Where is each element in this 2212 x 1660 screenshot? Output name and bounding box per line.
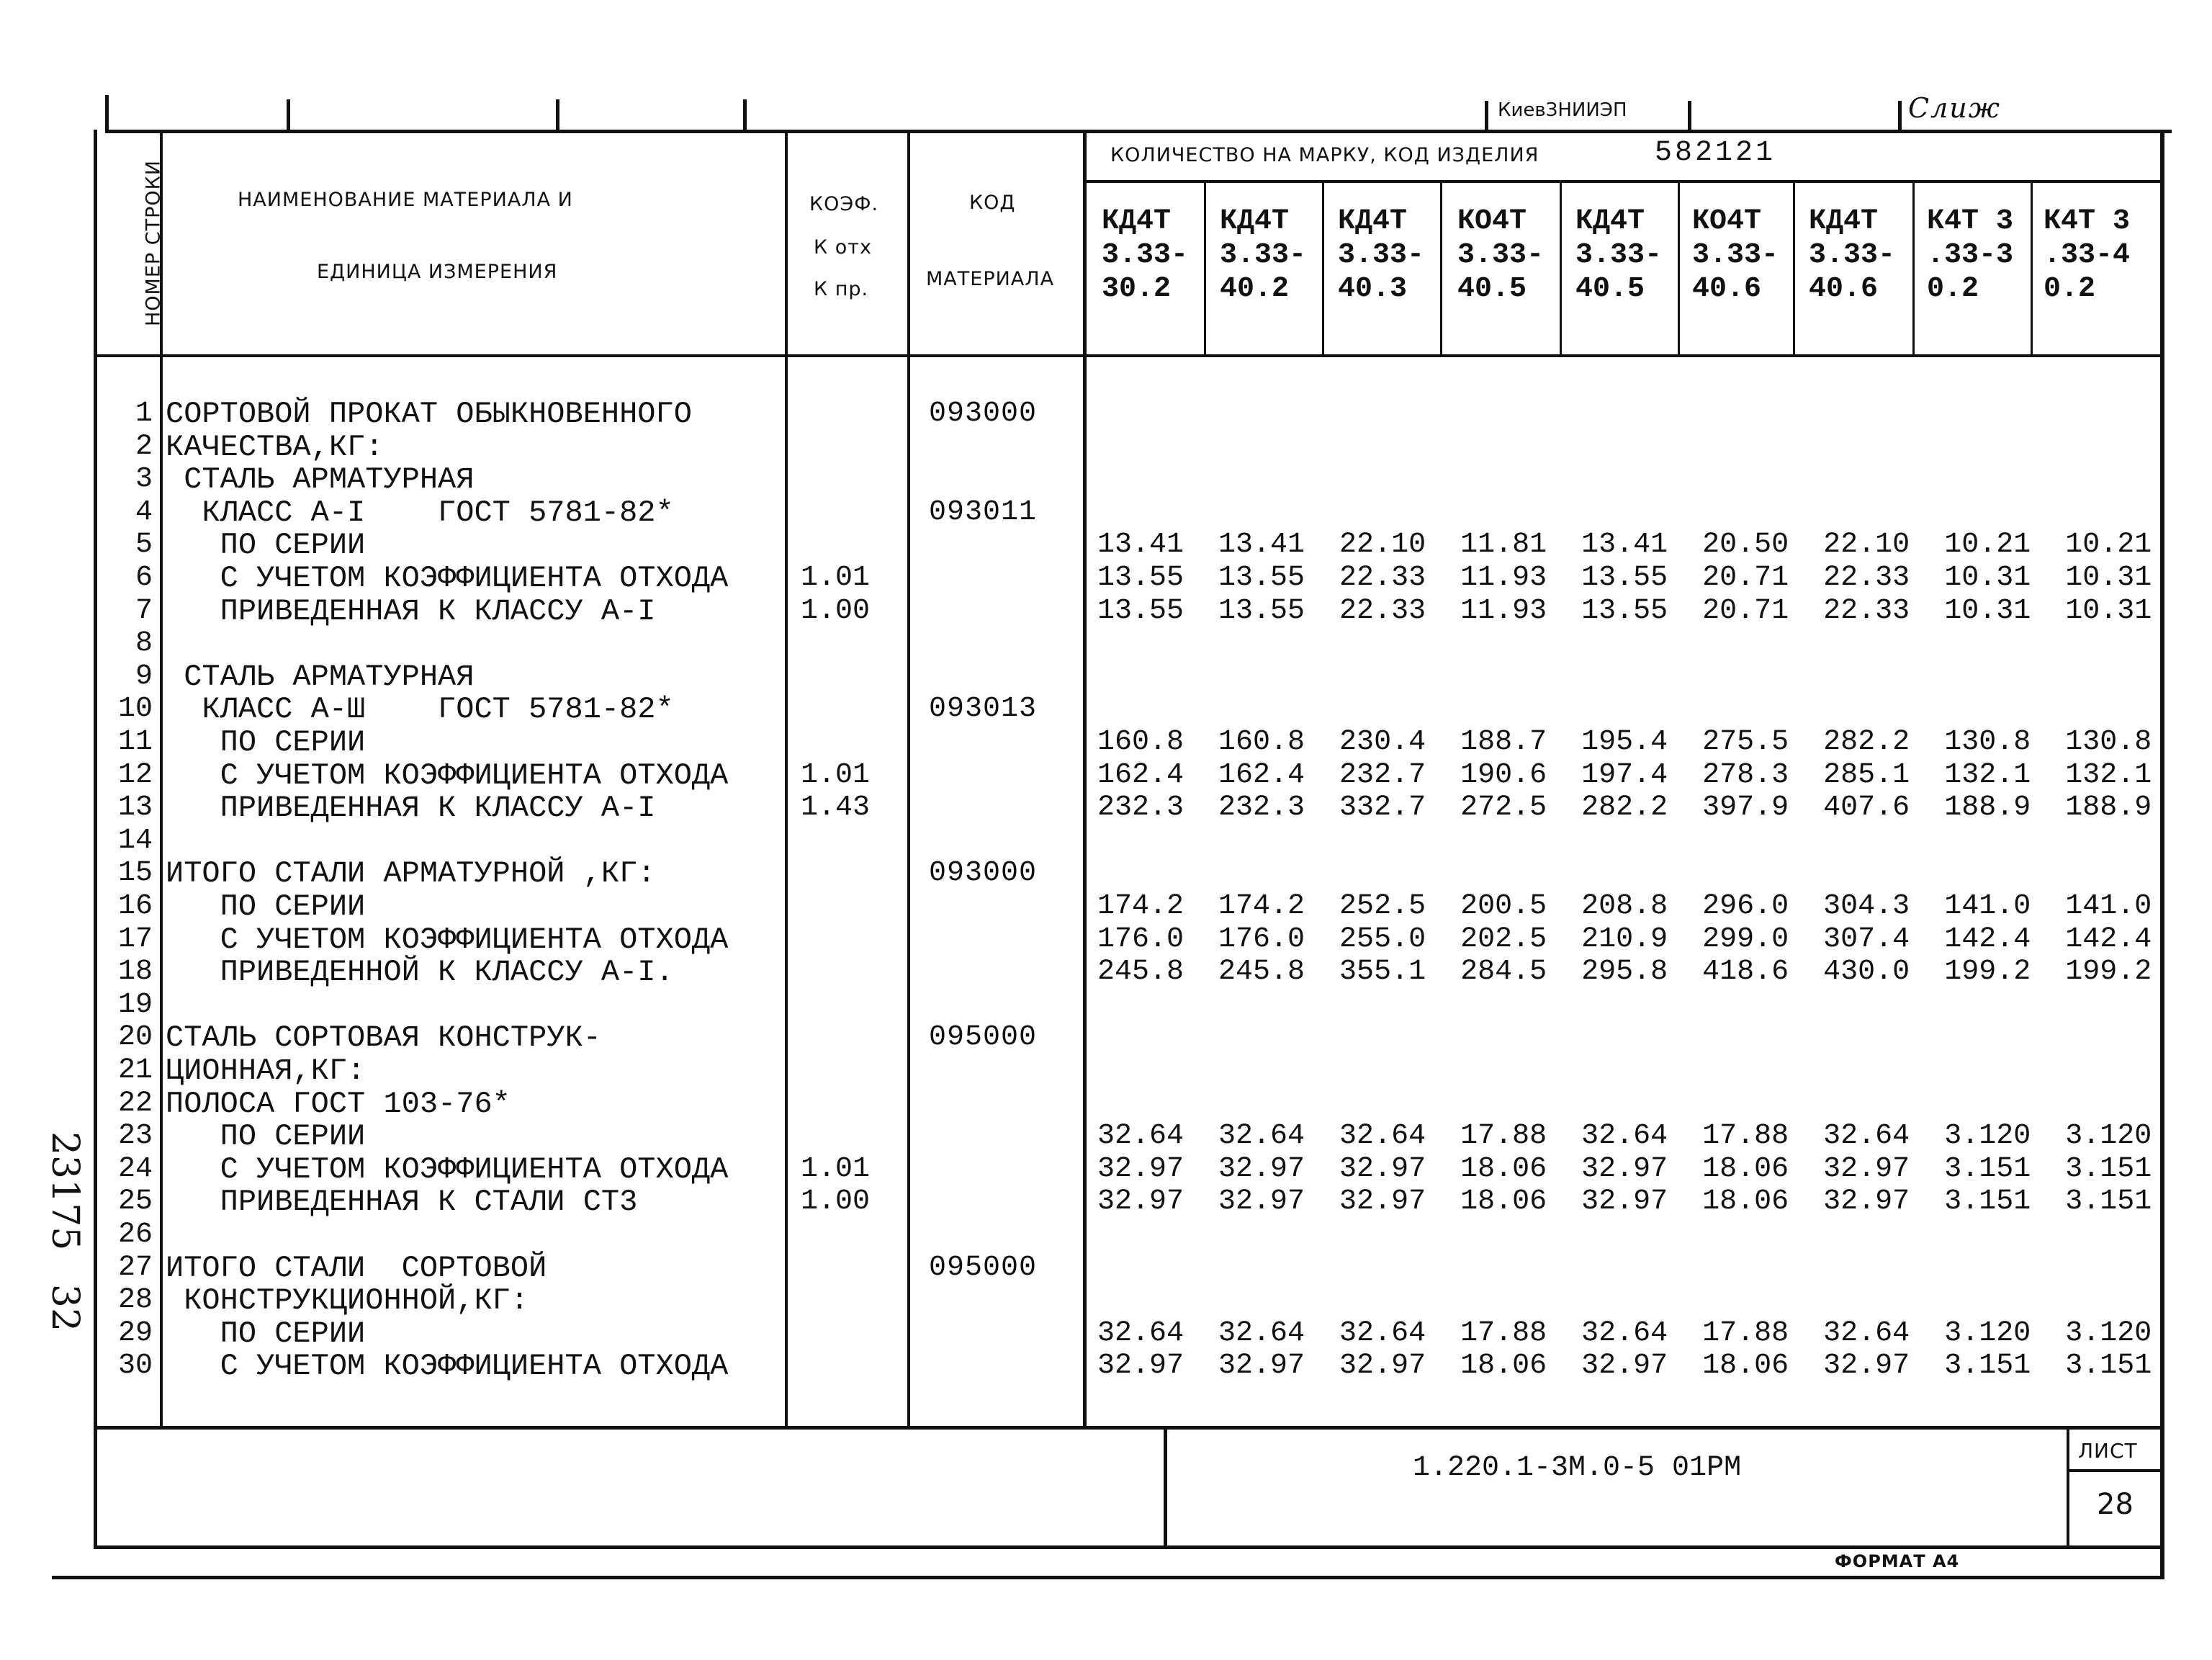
product-col-divider xyxy=(1204,181,1206,356)
material-name: ПРИВЕДЕННАЯ К СТАЛИ СТ3 xyxy=(166,1185,638,1219)
material-name: КЛАСС А-I ГОСТ 5781-82* xyxy=(166,495,674,530)
quantity-values: 32.64 32.64 32.64 17.88 32.64 17.88 32.64 3.120 3.120 xyxy=(1097,1317,2152,1350)
row-number: 6 xyxy=(135,562,153,594)
side-note-suffix: 32 xyxy=(43,1283,86,1332)
product-col-divider xyxy=(1678,181,1680,356)
format-label: ФОРМАТ А4 xyxy=(1835,1551,1960,1571)
row-number: 8 xyxy=(135,627,153,660)
row-number: 30 xyxy=(117,1350,153,1382)
row-number: 22 xyxy=(117,1087,153,1120)
coef-header-line3: К пр. xyxy=(814,278,869,300)
material-name: С УЧЕТОМ КОЭФФИЦИЕНТА ОТХОДА xyxy=(166,758,729,793)
row-number: 1 xyxy=(135,398,153,430)
material-name: СОРТОВОЙ ПРОКАТ ОБЫКНОВЕННОГО xyxy=(166,397,692,431)
col-divider-name xyxy=(785,130,788,1427)
product-column-header: КО4Т 3.33- 40.5 xyxy=(1457,205,1545,305)
material-code: 093013 xyxy=(929,693,1038,725)
product-column-header: КД4Т 3.33- 40.5 xyxy=(1575,205,1663,305)
stamp-tick xyxy=(1898,101,1902,131)
stamp-organization: КиевЗНИИЭП xyxy=(1498,99,1627,121)
material-name: С УЧЕТОМ КОЭФФИЦИЕНТА ОТХОДА xyxy=(166,923,729,957)
footer-divider xyxy=(1164,1427,1167,1547)
quantity-values: 32.97 32.97 32.97 18.06 32.97 18.06 32.97 3.151 3.151 xyxy=(1097,1350,2152,1382)
table-bottom-line xyxy=(94,1426,2164,1430)
coefficient: 1.01 xyxy=(801,759,871,791)
product-col-divider xyxy=(1560,181,1562,356)
material-name: ЦИОННАЯ,КГ: xyxy=(166,1054,366,1088)
quantity-values: 160.8 160.8 230.4 188.7 195.4 275.5 282.2 130.8 130.8 xyxy=(1097,726,2152,758)
row-number: 11 xyxy=(117,726,153,758)
code-header-line2: МАТЕРИАЛА xyxy=(926,268,1055,290)
side-note xyxy=(43,1123,86,1340)
material-code: 093000 xyxy=(929,857,1038,889)
product-column-header: КД4Т 3.33- 40.2 xyxy=(1220,205,1307,305)
stamp-tick xyxy=(105,95,109,133)
coefficient: 1.00 xyxy=(801,1185,871,1218)
material-name: СТАЛЬ АРМАТУРНАЯ xyxy=(166,462,475,497)
material-name: ПРИВЕДЕННОЙ К КЛАССУ А-I. xyxy=(166,955,674,990)
quantity-values: 32.97 32.97 32.97 18.06 32.97 18.06 32.97 3.151 3.151 xyxy=(1097,1153,2152,1185)
material-name: ПОЛОСА ГОСТ 103-76* xyxy=(166,1087,511,1121)
material-code: 093011 xyxy=(929,496,1038,529)
row-number: 5 xyxy=(135,529,153,561)
product-column-header: К4Т 3 .33-4 0.2 xyxy=(2044,205,2131,305)
material-name: С УЧЕТОМ КОЭФФИЦИЕНТА ОТХОДА xyxy=(166,1349,729,1383)
material-name: С УЧЕТОМ КОЭФФИЦИЕНТА ОТХОДА xyxy=(166,1152,729,1187)
product-column-header: К4Т 3 .33-3 0.2 xyxy=(1927,205,2014,305)
material-name: ИТОГО СТАЛИ СОРТОВОЙ xyxy=(166,1251,547,1286)
coefficient: 1.00 xyxy=(801,595,871,627)
quantity-values: 13.41 13.41 22.10 11.81 13.41 20.50 22.10 10.21 10.21 xyxy=(1097,529,2152,561)
frame-left xyxy=(94,130,97,1548)
row-number: 15 xyxy=(117,857,153,889)
material-name: ПО СЕРИИ xyxy=(166,1119,366,1154)
row-number: 21 xyxy=(117,1054,153,1087)
material-name-header-line1: НАИМЕНОВАНИЕ МАТЕРИАЛА И xyxy=(238,189,573,211)
material-name: ПО СЕРИИ xyxy=(166,889,366,924)
side-note-number: 23175 xyxy=(43,1131,86,1251)
row-number: 2 xyxy=(135,431,153,463)
row-number: 17 xyxy=(117,923,153,956)
material-name: ПО СЕРИИ xyxy=(166,528,366,562)
col-divider-code xyxy=(1083,130,1087,1427)
product-col-divider xyxy=(1322,181,1324,356)
material-name: КАЧЕСТВА,КГ: xyxy=(166,430,384,465)
product-col-divider xyxy=(1440,181,1442,356)
col-divider-coef xyxy=(907,130,910,1427)
row-number: 24 xyxy=(117,1153,153,1185)
row-number-header: НОМЕР СТРОКИ xyxy=(142,159,165,327)
row-number: 19 xyxy=(117,989,153,1021)
row-number: 3 xyxy=(135,463,153,495)
row-number: 20 xyxy=(117,1021,153,1054)
material-code: 095000 xyxy=(929,1252,1038,1284)
product-column-header: КД4Т 3.33- 40.3 xyxy=(1338,205,1425,305)
row-number: 14 xyxy=(117,825,153,857)
material-name: КЛАСС А-Ш ГОСТ 5781-82* xyxy=(166,692,674,727)
stamp-tick xyxy=(1688,101,1691,131)
document-code: 1.220.1-3М.0-5 01РМ xyxy=(1413,1452,1742,1484)
row-number: 16 xyxy=(117,890,153,923)
frame-right xyxy=(2160,130,2164,1577)
coef-header-line1: КОЭФ. xyxy=(809,193,879,215)
row-number: 25 xyxy=(117,1185,153,1218)
footer-sheet-line xyxy=(2067,1469,2163,1472)
coefficient: 1.01 xyxy=(801,1153,871,1185)
frame-bottom xyxy=(94,1545,2164,1549)
product-column-header: КД4Т 3.33- 40.6 xyxy=(1809,205,1896,305)
row-number: 26 xyxy=(117,1219,153,1251)
product-col-divider xyxy=(1793,181,1795,356)
coefficient: 1.43 xyxy=(801,791,871,824)
material-name-header-line2: ЕДИНИЦА ИЗМЕРЕНИЯ xyxy=(317,261,558,283)
row-number: 23 xyxy=(117,1120,153,1152)
quantity-values: 32.64 32.64 32.64 17.88 32.64 17.88 32.64 3.120 3.120 xyxy=(1097,1120,2152,1152)
row-number: 4 xyxy=(135,496,153,529)
header-bottom-line xyxy=(94,354,2164,357)
quantity-values: 13.55 13.55 22.33 11.93 13.55 20.71 22.33 10.31 10.31 xyxy=(1097,595,2152,627)
row-number: 7 xyxy=(135,595,153,627)
quantity-values: 174.2 174.2 252.5 200.5 208.8 296.0 304.3 141.0 141.0 xyxy=(1097,890,2152,923)
row-number: 29 xyxy=(117,1317,153,1350)
coefficient: 1.01 xyxy=(801,562,871,594)
material-code: 093000 xyxy=(929,398,1038,430)
material-name: С УЧЕТОМ КОЭФФИЦИЕНТА ОТХОДА xyxy=(166,561,729,596)
sheet-number: 28 xyxy=(2097,1488,2134,1521)
material-name: ПРИВЕДЕННАЯ К КЛАССУ А-I xyxy=(166,791,656,825)
material-code: 095000 xyxy=(929,1021,1038,1054)
product-code: 582121 xyxy=(1655,137,1776,169)
row-number: 12 xyxy=(117,759,153,791)
bottom-edge xyxy=(52,1576,2164,1579)
stamp-signature: Слиж xyxy=(1908,92,2001,124)
row-number: 9 xyxy=(135,660,153,693)
stamp-tick xyxy=(287,99,290,131)
row-number: 28 xyxy=(117,1284,153,1316)
row-number: 13 xyxy=(117,791,153,824)
quantity-values: 176.0 176.0 255.0 202.5 210.9 299.0 307.4 142.4 142.4 xyxy=(1097,923,2152,956)
coef-header-line2: К отх xyxy=(814,236,872,259)
quantity-values: 162.4 162.4 232.7 190.6 197.4 278.3 285.1 132.1 132.1 xyxy=(1097,759,2152,791)
code-header-line1: КОД xyxy=(969,192,1016,214)
sheet-label: ЛИСТ xyxy=(2078,1439,2138,1463)
quantity-values: 232.3 232.3 332.7 272.5 282.2 397.9 407.6 188.9 188.9 xyxy=(1097,791,2152,824)
product-column-header: КД4Т 3.33- 30.2 xyxy=(1102,205,1189,305)
material-name: СТАЛЬ АРМАТУРНАЯ xyxy=(166,660,475,694)
material-name: ИТОГО СТАЛИ АРМАТУРНОЙ ,КГ: xyxy=(166,856,656,891)
row-number: 27 xyxy=(117,1252,153,1284)
stamp-tick xyxy=(743,99,747,131)
material-name: ПРИВЕДЕННАЯ К КЛАССУ А-I xyxy=(166,594,656,629)
top-border xyxy=(105,130,2172,133)
product-col-divider xyxy=(1912,181,1915,356)
quantity-header: КОЛИЧЕСТВО НА МАРКУ, КОД ИЗДЕЛИЯ xyxy=(1110,144,1539,166)
quantity-values: 32.97 32.97 32.97 18.06 32.97 18.06 32.97 3.151 3.151 xyxy=(1097,1185,2152,1218)
material-name: ПО СЕРИИ xyxy=(166,1316,366,1351)
row-number: 18 xyxy=(117,956,153,988)
material-name: СТАЛЬ СОРТОВАЯ КОНСТРУК- xyxy=(166,1020,601,1055)
quantity-values: 245.8 245.8 355.1 284.5 295.8 418.6 430.0 199.2 199.2 xyxy=(1097,956,2152,988)
quantity-subheader-line xyxy=(1086,180,2164,183)
quantity-values: 13.55 13.55 22.33 11.93 13.55 20.71 22.33 10.31 10.31 xyxy=(1097,562,2152,594)
footer-sheet-divider xyxy=(2067,1427,2069,1547)
material-name: ПО СЕРИИ xyxy=(166,725,366,760)
stamp-tick xyxy=(1485,101,1488,131)
row-number: 10 xyxy=(117,693,153,725)
product-column-header: КО4Т 3.33- 40.6 xyxy=(1692,205,1779,305)
material-name: КОНСТРУКЦИОННОЙ,КГ: xyxy=(166,1283,529,1318)
product-col-divider xyxy=(2031,181,2033,356)
stamp-tick xyxy=(556,99,559,131)
